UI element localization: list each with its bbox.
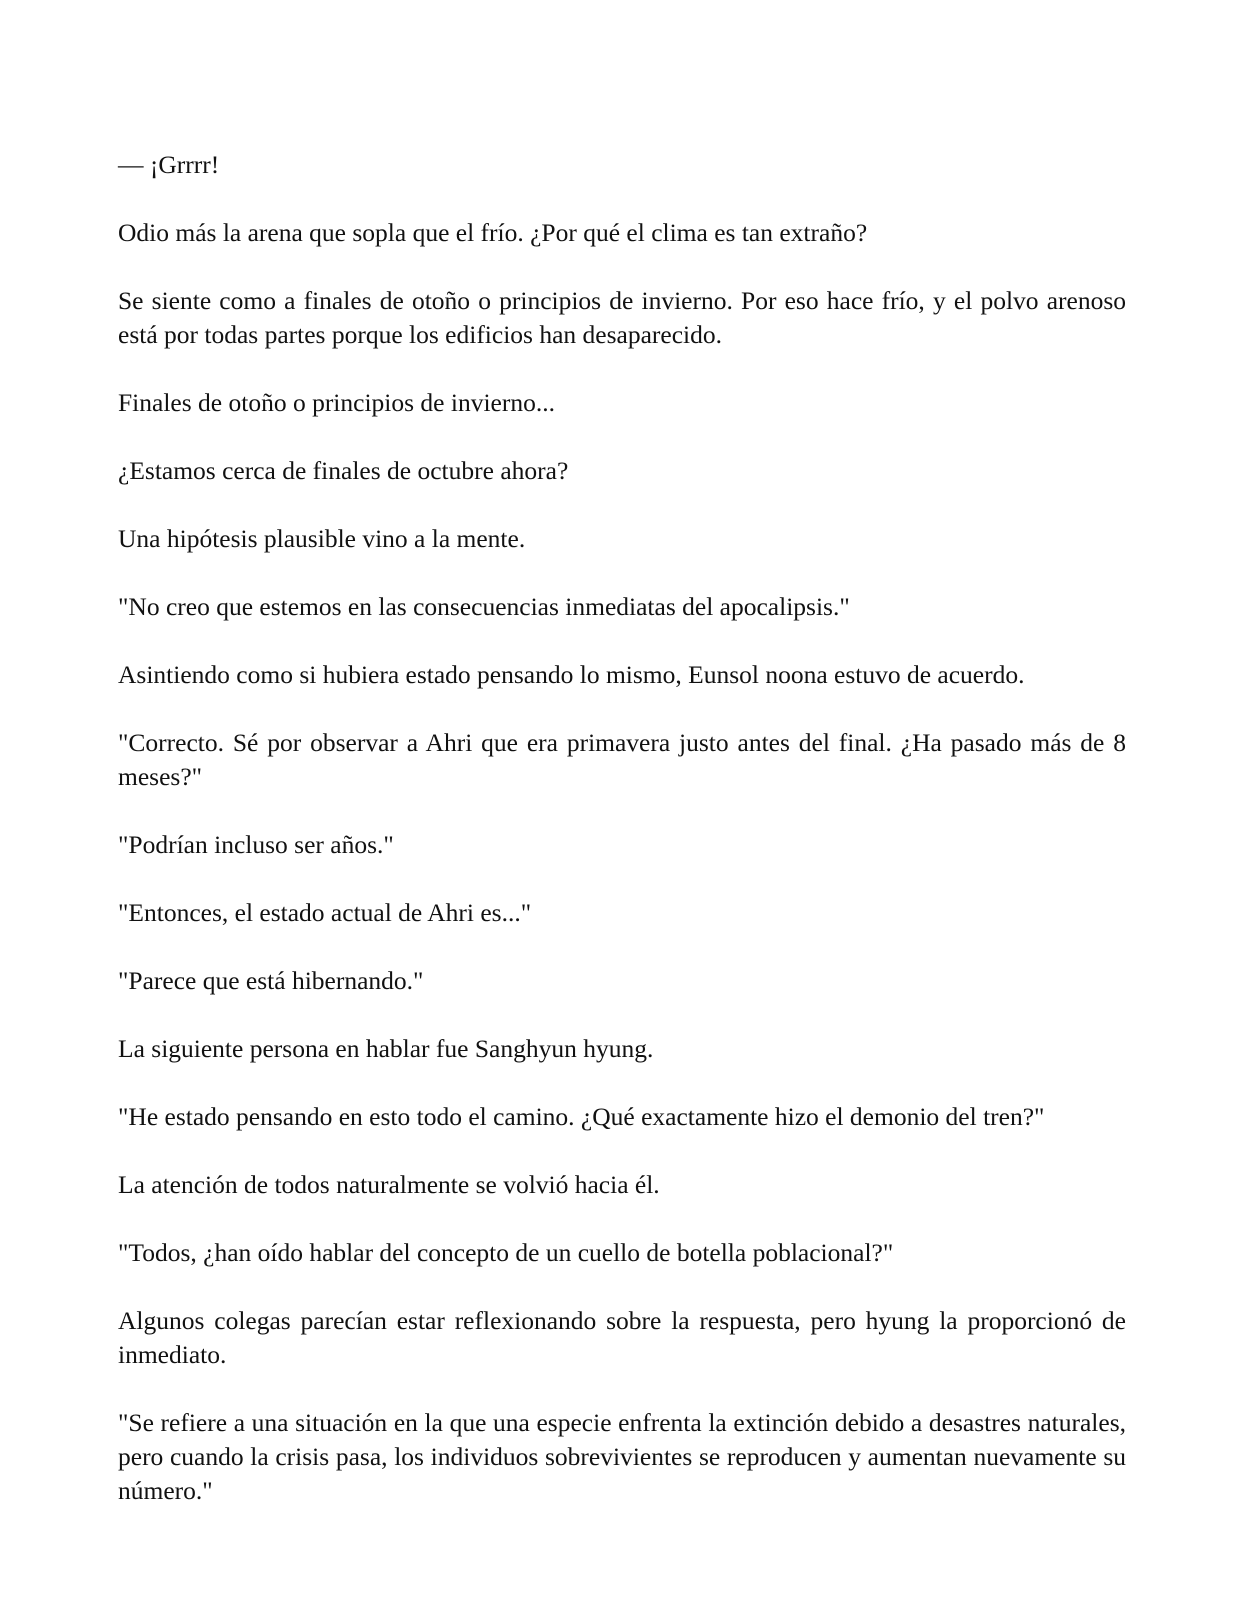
paragraph: Odio más la arena que sopla que el frío. ¿Por qué el clima es tan extraño? [118,218,868,247]
paragraph: La atención de todos naturalmente se volvió hacia él. [118,1170,660,1199]
paragraph: Finales de otoño o principios de invierno... [118,388,555,417]
paragraph: "Podrían incluso ser años." [118,830,394,859]
paragraph: "No creo que estemos en las consecuencias inmediatas del apocalipsis." [118,592,850,621]
paragraph: "Todos, ¿han oído hablar del concepto de un cuello de botella poblacional?" [118,1238,894,1267]
paragraph: Se siente como a finales de otoño o principios de invierno. Por eso hace frío, y el polvo arenoso está por todas partes porque los edificios han desaparecido. [118,286,1126,349]
paragraph: "Parece que está hibernando." [118,966,424,995]
paragraph: ¿Estamos cerca de finales de octubre ahora? [118,456,569,485]
paragraph: — ¡Grrrr! [118,150,220,179]
paragraph: "Entonces, el estado actual de Ahri es..." [118,898,532,927]
paragraph: Asintiendo como si hubiera estado pensando lo mismo, Eunsol noona estuvo de acuerdo. [118,660,1025,689]
paragraph: La siguiente persona en hablar fue Sanghyun hyung. [118,1034,654,1063]
paragraph: "Correcto. Sé por observar a Ahri que era primavera justo antes del final. ¿Ha pasado más de 8 meses?" [118,728,1126,791]
paragraph: Una hipótesis plausible vino a la mente. [118,524,526,553]
paragraph: "He estado pensando en esto todo el camino. ¿Qué exactamente hizo el demonio del tren?" [118,1102,1045,1131]
paragraph: "Se refiere a una situación en la que una especie enfrenta la extinción debido a desastres naturales, pero cuando la crisis pasa, los individuos sobrevivientes se reproducen y aumentan nuevamente su número." [118,1408,1126,1505]
paragraph: Algunos colegas parecían estar reflexionando sobre la respuesta, pero hyung la proporcionó de inmediato. [118,1306,1126,1369]
document-page [118,148,1126,1542]
